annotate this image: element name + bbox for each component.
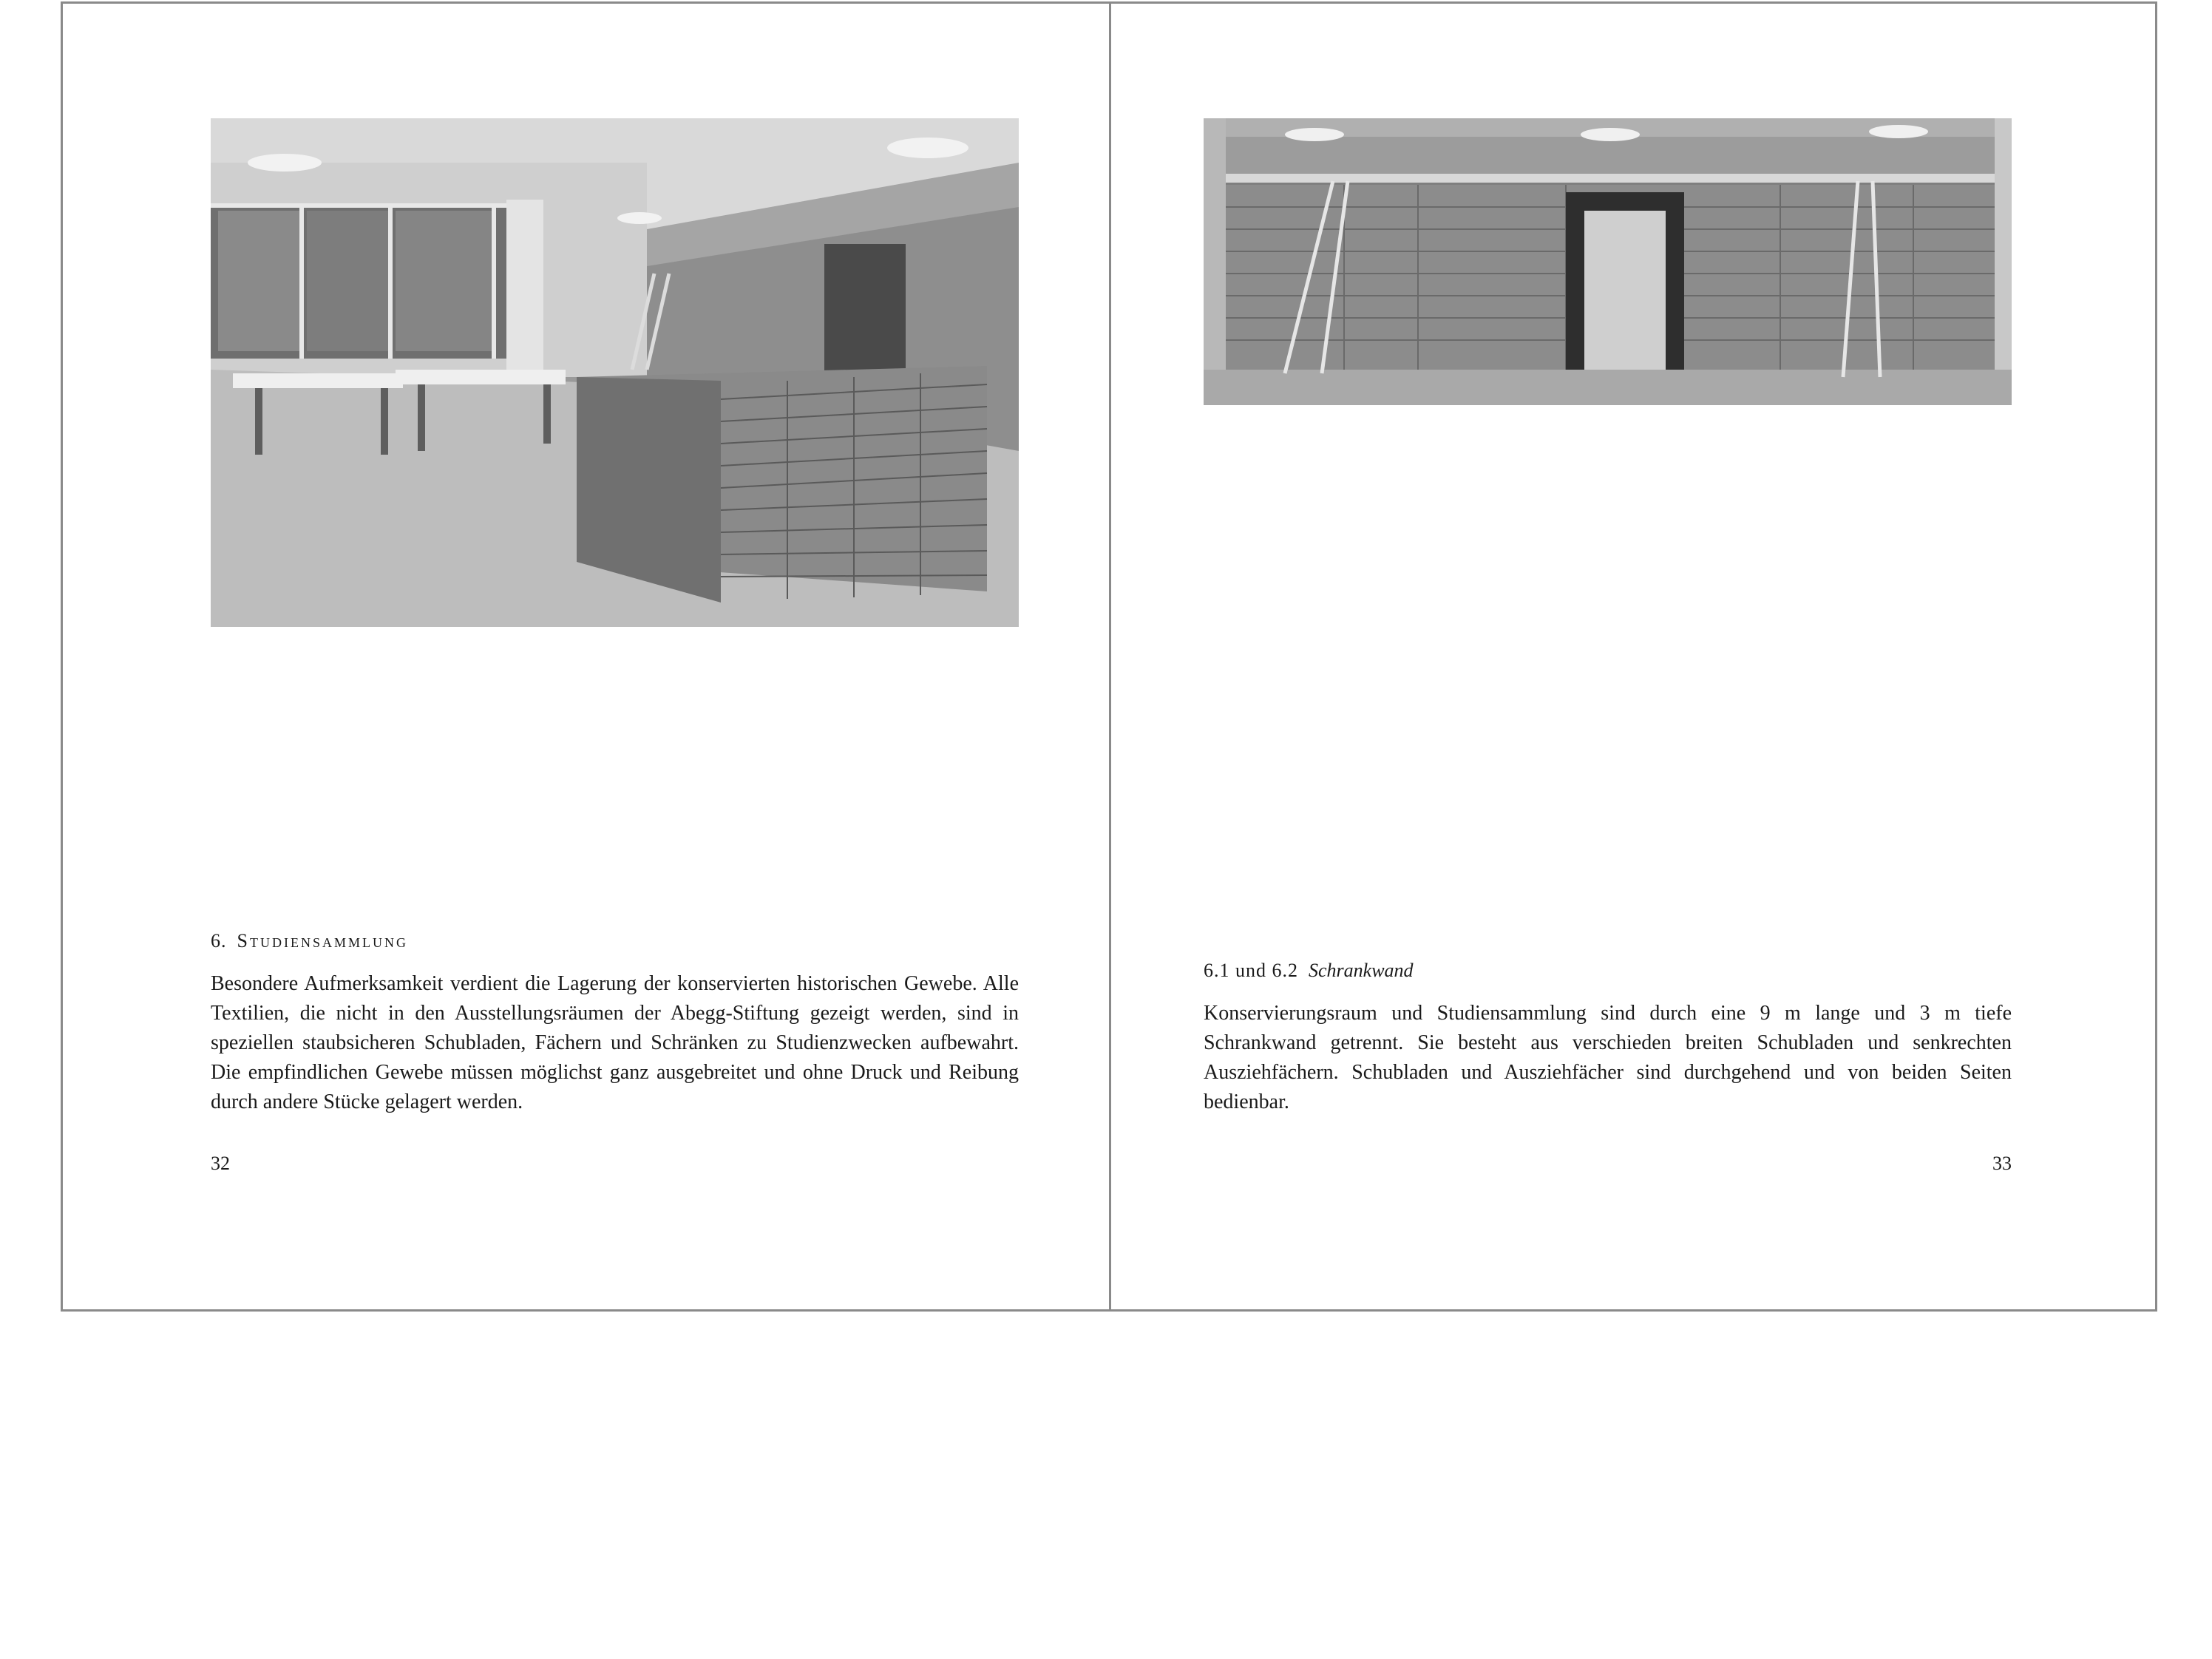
section-heading	[211, 930, 408, 952]
study-room-photo	[211, 118, 1019, 627]
body-paragraph	[211, 969, 1019, 1117]
section-title: Schrankwand	[1309, 960, 1414, 981]
body-paragraph	[1204, 999, 2012, 1117]
body-text: Konservierungsraum und Studiensammlung sind durch eine 9 m lange und 3 m tiefe Schrankwand getrennt. Sie besteht aus verschieden breiten Schubladen und senkrechten Ausziehfächern. Schubladen und Ausziehfächer sind durchgehend und von beiden Seiten bedienbar.	[1204, 1002, 2012, 1113]
section-number: 6.1 und 6.2	[1204, 960, 1298, 981]
cabinet-wall-photo	[1204, 118, 2012, 405]
page-number: 32	[211, 1153, 230, 1174]
right-page	[1111, 4, 2157, 1309]
section-title: Studiensammlung	[237, 930, 408, 951]
book-spread	[61, 1, 2157, 1312]
section-number: 6.	[211, 930, 227, 951]
section-heading	[1204, 960, 1414, 982]
left-page	[63, 4, 1109, 1309]
page-number: 33	[1992, 1153, 2012, 1174]
body-text: Besondere Aufmerksamkeit verdient die Lagerung der konservierten historischen Gewebe. Alle Textilien, die nicht in den Ausstellungsräumen der Abegg-Stiftung gezeigt werden, sind in speziellen staubsicheren Schubladen, Fächern und Schränken zu Studienzwecken aufbewahrt. Die empfindlichen Gewebe müssen möglichst ganz ausgebreitet und ohne Druck und Reibung durch andere Stücke gelagert werden.	[211, 972, 1019, 1113]
